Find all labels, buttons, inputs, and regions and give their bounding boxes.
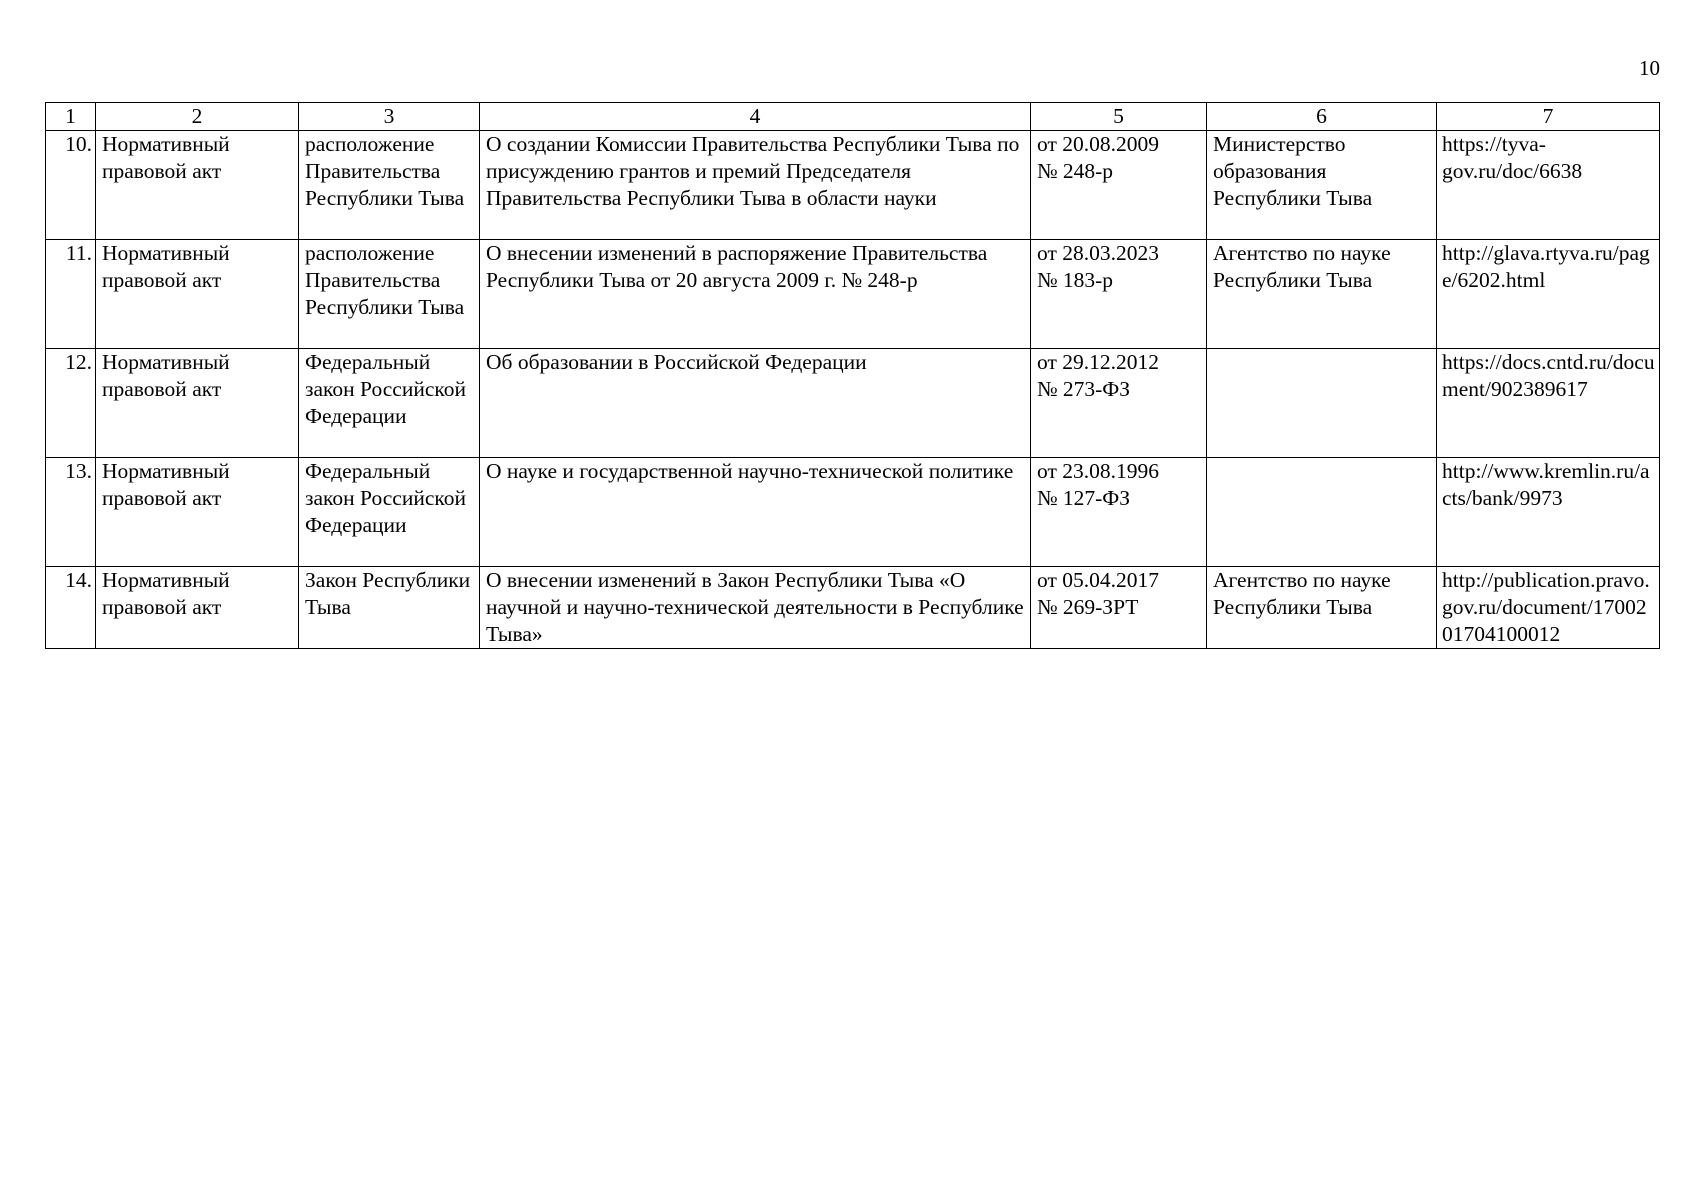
responsible-authority [1207, 458, 1437, 567]
row-number: 12. [46, 349, 96, 458]
act-date: от 29.12.2012 [1037, 350, 1159, 374]
act-date-number [1031, 240, 1207, 349]
table-row [46, 349, 1660, 458]
document-link[interactable]: http://publication.pravo.gov.ru/document/1700201704100012 [1437, 567, 1660, 649]
act-title: О внесении изменений в Закон Республики Тыва «О научной и научно-технической деятельности в Республике Тыва» [480, 567, 1031, 649]
column-header-3: 3 [299, 103, 480, 131]
table-row [46, 567, 1660, 649]
act-title: О внесении изменений в распоряжение Правительства Республики Тыва от 20 августа 2009 г. № 248-р [480, 240, 1031, 349]
document-link[interactable]: http://www.kremlin.ru/acts/bank/9973 [1437, 458, 1660, 567]
act-number: № 269-ЗРТ [1037, 595, 1139, 619]
column-header-5: 5 [1031, 103, 1207, 131]
act-form: Федеральный закон Российской Федерации [299, 458, 480, 567]
legal-acts-table [45, 102, 1660, 649]
act-date-number [1031, 131, 1207, 240]
column-header-1: 1 [46, 103, 96, 131]
document-link[interactable]: https://tyva-gov.ru/doc/6638 [1437, 131, 1660, 240]
act-date: от 28.03.2023 [1037, 241, 1159, 265]
row-number: 11. [46, 240, 96, 349]
table-header-row [46, 103, 1660, 131]
act-kind: Нормативный правовой акт [96, 349, 299, 458]
act-number: № 273-ФЗ [1037, 377, 1131, 401]
act-date-number [1031, 349, 1207, 458]
act-kind: Нормативный правовой акт [96, 240, 299, 349]
act-number: № 248-р [1037, 159, 1114, 183]
act-date: от 05.04.2017 [1037, 568, 1159, 592]
column-header-4: 4 [480, 103, 1031, 131]
act-title: Об образовании в Российской Федерации [480, 349, 1031, 458]
row-number: 13. [46, 458, 96, 567]
act-date: от 20.08.2009 [1037, 132, 1159, 156]
column-header-7: 7 [1437, 103, 1660, 131]
act-number: № 127-ФЗ [1037, 486, 1131, 510]
table-row [46, 131, 1660, 240]
act-kind: Нормативный правовой акт [96, 131, 299, 240]
responsible-authority: Министерство образования Республики Тыва [1207, 131, 1437, 240]
row-number: 10. [46, 131, 96, 240]
row-number: 14. [46, 567, 96, 649]
act-form: Закон Республики Тыва [299, 567, 480, 649]
column-header-2: 2 [96, 103, 299, 131]
responsible-authority: Агентство по науке Республики Тыва [1207, 240, 1437, 349]
act-title: О науке и государственной научно-технической политике [480, 458, 1031, 567]
table-row [46, 240, 1660, 349]
act-form: Федеральный закон Российской Федерации [299, 349, 480, 458]
act-date: от 23.08.1996 [1037, 459, 1159, 483]
act-date-number [1031, 458, 1207, 567]
act-title: О создании Комиссии Правительства Республики Тыва по присуждению грантов и премий Председателя Правительства Республики Тыва в области науки [480, 131, 1031, 240]
act-form: расположение Правительства Республики Тыва [299, 131, 480, 240]
document-link[interactable]: https://docs.cntd.ru/document/902389617 [1437, 349, 1660, 458]
responsible-authority: Агентство по науке Республики Тыва [1207, 567, 1437, 649]
act-number: № 183-р [1037, 268, 1114, 292]
responsible-authority [1207, 349, 1437, 458]
column-header-6: 6 [1207, 103, 1437, 131]
table-row [46, 458, 1660, 567]
act-form: расположение Правительства Республики Тыва [299, 240, 480, 349]
act-date-number [1031, 567, 1207, 649]
act-kind: Нормативный правовой акт [96, 567, 299, 649]
document-link[interactable]: http://glava.rtyva.ru/page/6202.html [1437, 240, 1660, 349]
page-number: 10 [1639, 56, 1660, 80]
act-kind: Нормативный правовой акт [96, 458, 299, 567]
